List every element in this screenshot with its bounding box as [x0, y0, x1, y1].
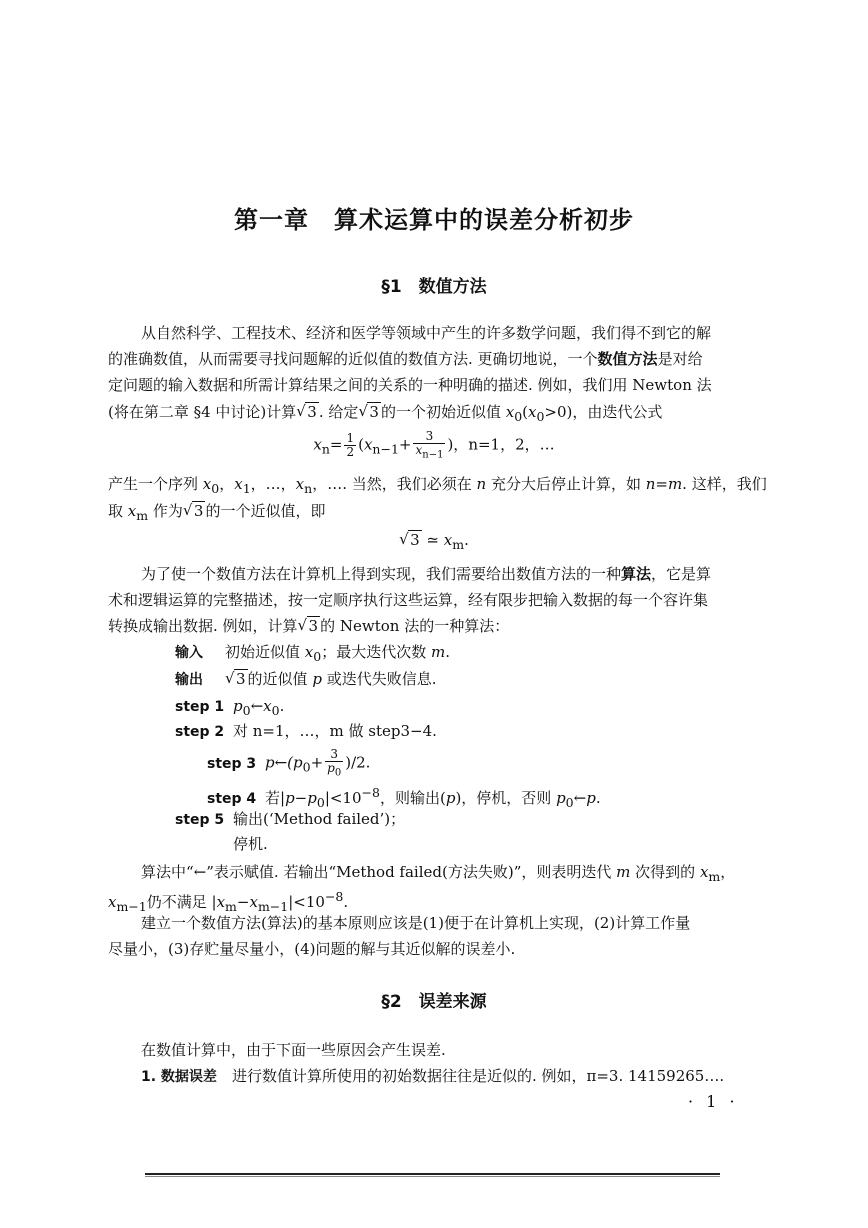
section2-intro: 在数值计算中，由于下面一些原因会产生误差.	[141, 1041, 446, 1059]
para1-line1: 从自然科学、工程技术、经济和医学等领域中产生的许多数学问题，我们得不到它的解	[141, 324, 712, 342]
item1-key: 1. 数据误差	[141, 1069, 217, 1085]
algo-input: 输入 初始近似值 $x_0$；最大迭代次数 m.	[175, 643, 450, 664]
algo-step5: step 5 输出(‘Method failed’)；	[175, 810, 406, 828]
para3-line3: 转换成输出数据. 例如，计算 √ 3 的 Newton 法的一种算法：	[108, 616, 510, 635]
scan-edge-line-shadow	[145, 1176, 720, 1177]
explain-line2: $x_{m-1}$仍不满足 $|x_m-x_{m-1}|<10^{-8}$.	[108, 889, 349, 914]
para2-line2: 取 $x_m$ 作为 √ 3 的一个近似值，即	[108, 501, 326, 523]
algo-output: 输出 √ 3 的近似值 p 或迭代失败信息.	[175, 669, 437, 688]
para1-line2: 的准确数值，从而需要寻找问题解的近似值的数值方法. 更确切地说，一个数值方法是对给	[108, 350, 703, 368]
chapter-title: 第一章 算术运算中的误差分析初步	[234, 206, 634, 234]
section2-item1: 1. 数据误差 进行数值计算所使用的初始数据往往是近似的. 例如，π=3. 14159265….	[141, 1064, 724, 1089]
section-2-title: §2 误差来源	[381, 992, 487, 1012]
algo-stop: 停机.	[233, 835, 268, 853]
para3-line2: 术和逻辑运算的完整描述，按一定顺序执行这些运算，经有限步把输入数据的每一个容许集	[108, 591, 709, 609]
algo-step1: step 1 $p_0\leftarrow x_0$.	[175, 697, 285, 718]
para2-line1: 产生一个序列 $x_0$，$x_1$，…，$x_n$，…. 当然，我们必须在 n 充分大后停止计算，如 n=m. 这样，我们	[108, 475, 767, 496]
para3-line1: 为了使一个数值方法在计算机上得到实现，我们需要给出数值方法的一种算法，它是算	[141, 565, 712, 583]
scan-edge-line	[145, 1173, 720, 1175]
section-1-title: §1 数值方法	[381, 277, 487, 297]
principle-line2: 尽量小，(3)存贮量尽量小，(4)问题的解与其近似解的误差小.	[108, 940, 516, 958]
algo-step2: step 2 对 n=1，…，m 做 step3−4.	[175, 722, 437, 740]
explain-line1: 算法中“←”表示赋值. 若输出“Method failed(方法失败)”，则表明迭代 m 次得到的 $x_m$，	[141, 863, 736, 884]
term-numerical-method: 数值方法	[597, 350, 658, 368]
algo-step4: step 4 若$|p-p_0|<10^{-8}$，则输出(p)，停机，否则 $p_0\leftarrow p$.	[207, 785, 601, 810]
approx-formula: √ 3 ≃ $x_m$.	[399, 530, 469, 552]
algo-step3: step 3 $p\leftarrow(p_0+$ $\frac{3}{p_0}$ )/2.	[207, 747, 371, 779]
term-algorithm: 算法	[621, 565, 652, 583]
iteration-formula: $x_n=$ $\frac{1}{2}$ ($x_{n-1}+$ $\frac{3}{x_{n-1}}$ )，n=1，2，…	[313, 429, 555, 461]
principle-line1: 建立一个数值方法(算法)的基本原则应该是(1)便于在计算机上实现，(2)计算工作量	[141, 914, 691, 932]
para1-line3: 定问题的输入数据和所需计算结果之间的关系的一种明确的描述. 例如，我们用 Newton 法	[108, 376, 712, 394]
para1-line4: (将在第二章 §4 中讨论)计算 √ 3 . 给定 √ 3 的一个初始近似值 $x_0(x_0>0)$，由迭代公式	[108, 402, 663, 424]
page-number: · 1 ·	[688, 1092, 739, 1111]
